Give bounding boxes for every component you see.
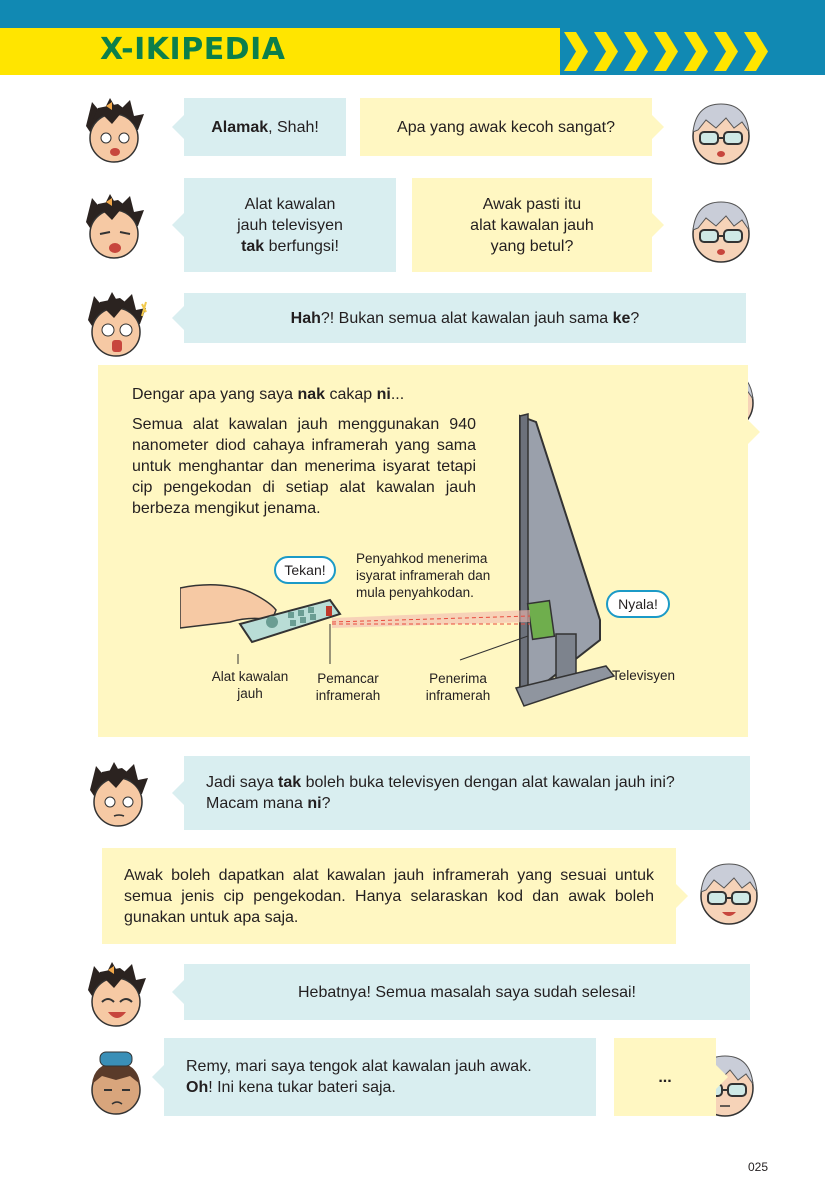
speech-bubble-shah-1 [360, 98, 652, 156]
bubble-text: berfungsi! [264, 237, 339, 255]
bubble-text: ! Ini kena tukar bateri saja. [208, 1079, 396, 1096]
decoder-chip-icon [528, 601, 555, 640]
speech-bubble-shah-2 [412, 178, 652, 272]
shah-face-icon [686, 196, 756, 266]
chevron-decoration [520, 28, 770, 75]
shah-face-icon [694, 858, 764, 928]
bubble-text: jauh televisyen [237, 216, 343, 234]
speech-bubble-remy-5 [184, 964, 750, 1020]
intro-text: Dengar apa yang saya [132, 386, 298, 403]
bold-text: Oh [186, 1079, 209, 1096]
bubble-text: , Shah! [268, 118, 319, 136]
label-emitter: Pemancar inframerah [315, 671, 381, 703]
television-side [520, 414, 528, 692]
page-title: X-IKIPEDIA [100, 32, 286, 67]
remy-face-icon [82, 760, 152, 830]
bubble-text: Macam mana [206, 795, 308, 812]
remy-face-icon [78, 192, 148, 262]
speech-bubble-remy-3 [184, 293, 746, 343]
boy-with-goggles-face-icon [80, 1050, 150, 1120]
bubble-text: Jadi saya [206, 774, 279, 791]
bold-text: Hah [290, 309, 321, 327]
bubble-text: ... [658, 1068, 672, 1086]
bubble-text: yang betul? [490, 237, 574, 255]
bold-text: ni [376, 386, 391, 403]
bold-text: nak [297, 386, 326, 403]
page-number: 025 [748, 1160, 769, 1174]
speech-bubble-shah-4 [614, 1038, 716, 1116]
label-decoder: Penyahkod menerima isyarat inframerah dan mula penyahkodan. [356, 551, 491, 600]
explanation-intro [132, 384, 552, 405]
bold-text: tak [241, 237, 265, 255]
speech-bubble-boy [164, 1038, 596, 1116]
explanation-body: Semua alat kawalan jauh menggunakan 940 nanometer diod cahaya inframerah yang sama untuk menghantar dan menerima isyarat tetapi cip pengekodan di setiap alat kawalan jauh berbeza mengikut jenama. [132, 416, 476, 517]
bubble-text: boleh buka televisyen dengan alat kawalan jauh ini? [301, 774, 675, 791]
speech-bubble-remy-2 [184, 178, 396, 272]
remy-face-icon [80, 290, 150, 360]
bubble-text: ?! Bukan semua alat kawalan jauh sama [320, 309, 613, 327]
bubble-text: Remy, mari saya tengok alat kawalan jauh awak. [186, 1058, 532, 1075]
intro-text: cakap [325, 386, 377, 403]
bold-text: tak [278, 774, 302, 791]
speech-bubble-remy-1 [184, 98, 346, 156]
bubble-text: alat kawalan jauh [470, 216, 594, 234]
bold-text: ni [307, 795, 322, 812]
speech-bubble-press: Tekan! [274, 556, 336, 584]
label-remote: Alat kawalan jauh [211, 669, 289, 701]
speech-bubble-remy-4 [184, 756, 750, 830]
bubble-text: Awak boleh dapatkan alat kawalan jauh inframerah yang sesuai untuk semua jenis cip pengekodan. Hanya selaraskan kod dan awak boleh gunakan untuk apa saja. [124, 866, 654, 926]
bubble-text: Apa yang awak kecoh sangat? [397, 118, 615, 136]
bubble-text: ? [630, 309, 640, 327]
shah-face-icon [686, 98, 756, 168]
label-television: Televisyen [612, 668, 676, 683]
bubble-text: ? [321, 795, 331, 812]
speech-bubble-on: Nyala! [606, 590, 670, 618]
remy-face-icon [78, 96, 148, 166]
intro-text: ... [390, 386, 405, 403]
bubble-text: Awak pasti itu [482, 195, 582, 213]
label-receiver: Penerima inframerah [425, 671, 491, 703]
remy-face-icon [80, 960, 150, 1030]
speech-bubble-shah-3 [102, 848, 676, 944]
bold-text: ke [612, 309, 631, 327]
bubble-text: Hebatnya! Semua masalah saya sudah selesai! [298, 983, 636, 1001]
bold-text: Alamak [211, 118, 269, 136]
bubble-text: Alat kawalan [244, 195, 336, 213]
